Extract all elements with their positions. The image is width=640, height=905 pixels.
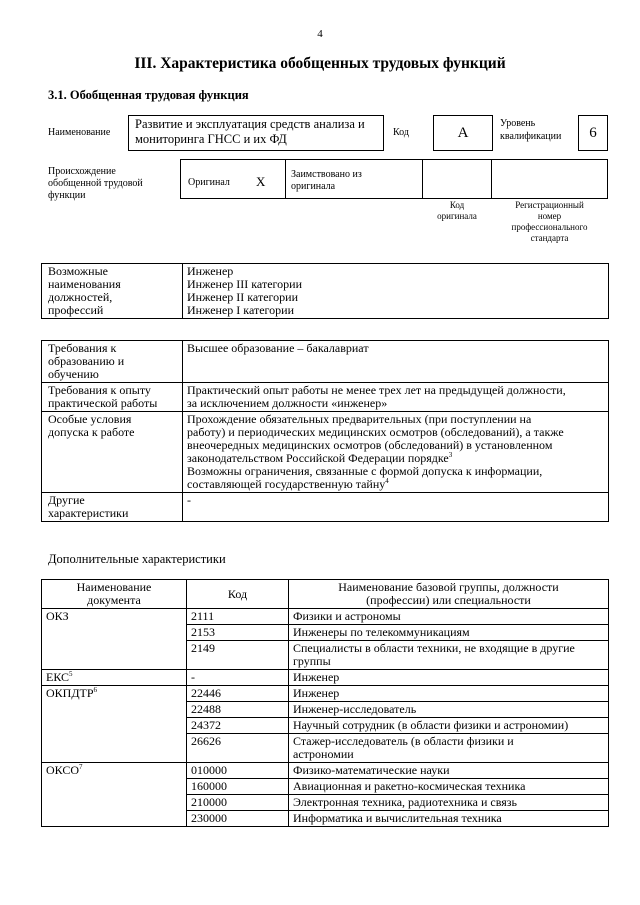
positions-label-2: наименования bbox=[48, 277, 121, 291]
experience-value-2: за исключением должности «инженер» bbox=[187, 396, 388, 410]
special-label-cell bbox=[42, 412, 183, 493]
footnote-ref: 7 bbox=[79, 763, 83, 771]
code-cell: 230000 bbox=[187, 811, 289, 827]
origin-row bbox=[180, 159, 608, 199]
origin-label-2: обобщенной трудовой bbox=[48, 178, 143, 189]
table-row bbox=[42, 341, 609, 383]
code-value-box bbox=[433, 115, 493, 151]
caption-reg-number-1: Регистрационный bbox=[515, 200, 584, 210]
code-cell: 2153 bbox=[187, 625, 289, 641]
name-cell: Специалисты в области техники, не входящие в другие группы bbox=[289, 641, 609, 670]
code-cell: 26626 bbox=[187, 734, 289, 763]
special-line-6-wrap bbox=[187, 478, 604, 491]
other-label-cell bbox=[42, 493, 183, 522]
subsection-title: 3.1. Обобщенная трудовая функция bbox=[48, 88, 249, 102]
name-cell: Физико-математические науки bbox=[289, 763, 609, 779]
special-label-2: допуска к работе bbox=[48, 425, 135, 439]
position-item: Инженер I категории bbox=[187, 303, 294, 317]
origin-label-1: Происхождение bbox=[48, 166, 116, 177]
name-value-box bbox=[128, 115, 384, 151]
experience-value-1: Практический опыт работы не менее трех лет на предыдущей должности, bbox=[187, 383, 566, 397]
table-header-row bbox=[42, 580, 609, 609]
education-value: Высшее образование – бакалавриат bbox=[183, 341, 609, 383]
other-label-2: характеристики bbox=[48, 506, 129, 520]
position-item: Инженер III категории bbox=[187, 277, 302, 291]
footnote-ref: 5 bbox=[69, 670, 73, 678]
experience-value-cell bbox=[183, 383, 609, 412]
page-number: 4 bbox=[317, 28, 323, 40]
name-cell: Информатика и вычислительная техника bbox=[289, 811, 609, 827]
caption-reg-number-3: профессионального bbox=[511, 222, 588, 232]
education-label-cell bbox=[42, 341, 183, 383]
table-row bbox=[42, 686, 609, 702]
positions-value-cell bbox=[183, 264, 609, 319]
table-row bbox=[42, 493, 609, 522]
header-name bbox=[289, 580, 609, 609]
footnote-ref: 4 bbox=[385, 477, 389, 485]
code-cell: 210000 bbox=[187, 795, 289, 811]
additional-table bbox=[41, 579, 609, 827]
positions-label-3: должностей, bbox=[48, 290, 113, 304]
table-row bbox=[42, 609, 609, 625]
code-cell: - bbox=[187, 670, 289, 686]
special-label-1: Особые условия bbox=[48, 412, 132, 426]
code-cell: 22488 bbox=[187, 702, 289, 718]
experience-label-2: практической работы bbox=[48, 396, 158, 410]
caption-code-original-2: оригинала bbox=[437, 211, 477, 221]
position-item: Инженер II категории bbox=[187, 290, 298, 304]
code-cell: 22446 bbox=[187, 686, 289, 702]
name-label: Наименование bbox=[48, 127, 111, 138]
special-line-6: составляющей государственную тайну bbox=[187, 477, 386, 491]
special-line-5: Возможны ограничения, связанные с формой допуска к информации, bbox=[187, 464, 543, 478]
positions-label-4: профессий bbox=[48, 303, 104, 317]
origin-label-3: функции bbox=[48, 190, 86, 201]
origin-divider-right bbox=[607, 159, 608, 199]
header-document bbox=[42, 580, 187, 609]
education-label-2: образованию и bbox=[48, 354, 125, 368]
code-cell: 2111 bbox=[187, 609, 289, 625]
other-label-1: Другие bbox=[48, 493, 85, 507]
origin-divider-1 bbox=[285, 159, 286, 199]
original-mark: X bbox=[256, 174, 266, 189]
name-cell: Электронная техника, радиотехника и связь bbox=[289, 795, 609, 811]
doc-cell: ОКПДТР$^6$ bbox=[42, 686, 187, 763]
table-row bbox=[42, 264, 609, 319]
name-cell: Стажер-исследователь (в области физики и астрономии bbox=[289, 734, 609, 763]
caption-reg-number-2: номер bbox=[537, 211, 562, 221]
special-line-2: работу) и периодических медицинских осмотров (обследований), а также bbox=[187, 425, 564, 439]
additional-heading: Дополнительные характеристики bbox=[48, 552, 226, 566]
header-code: Код bbox=[187, 580, 289, 609]
special-value-cell bbox=[183, 412, 609, 493]
section-title: III. Характеристика обобщенных трудовых функций bbox=[134, 55, 506, 72]
name-cell: Инженер bbox=[289, 686, 609, 702]
level-label-2: квалификации bbox=[500, 131, 562, 142]
code-cell: 24372 bbox=[187, 718, 289, 734]
special-line-1: Прохождение обязательных предварительных (при поступлении на bbox=[187, 412, 532, 426]
position-item: Инженер bbox=[187, 264, 234, 278]
caption-code-original-1: Код bbox=[449, 200, 465, 210]
code-label: Код bbox=[393, 127, 409, 138]
other-value: - bbox=[183, 493, 609, 522]
code-cell: 010000 bbox=[187, 763, 289, 779]
header-name-2: (профессии) или специальности bbox=[366, 593, 531, 607]
footnote-ref: 6 bbox=[93, 686, 98, 694]
name-value: Развитие и эксплуатация средств анализа и мониторинга ГНСС и их ФД bbox=[135, 117, 365, 146]
header-name-1: Наименование базовой группы, должности bbox=[338, 580, 559, 594]
header-document-2: документа bbox=[87, 593, 141, 607]
positions-label-1: Возможные bbox=[48, 264, 108, 278]
experience-label-1: Требования к опыту bbox=[48, 383, 151, 397]
doc-cell: ОКСО$^7$ bbox=[42, 763, 187, 827]
level-value-box bbox=[578, 115, 608, 151]
code-value: А bbox=[457, 125, 469, 141]
origin-divider-left bbox=[180, 159, 181, 199]
name-cell: Инженеры по телекоммуникациям bbox=[289, 625, 609, 641]
code-cell: 160000 bbox=[187, 779, 289, 795]
caption-reg-number-4: стандарта bbox=[530, 233, 569, 243]
positions-table bbox=[41, 263, 609, 319]
footnote-ref: 3 bbox=[448, 451, 453, 459]
borrowed-label-1: Заимствовано из bbox=[291, 169, 362, 180]
name-cell: Инженер-исследователь bbox=[289, 702, 609, 718]
origin-divider-2 bbox=[422, 159, 423, 199]
header-document-1: Наименование bbox=[76, 580, 152, 594]
table-row bbox=[42, 763, 609, 779]
experience-label-cell bbox=[42, 383, 183, 412]
doc-cell: ЕКС$^5$ bbox=[42, 670, 187, 686]
original-label: Оригинал bbox=[188, 177, 230, 188]
name-cell: Физики и астрономы bbox=[289, 609, 609, 625]
education-label-1: Требования к bbox=[48, 341, 117, 355]
name-cell: Авиационная и ракетно-космическая техника bbox=[289, 779, 609, 795]
code-cell: 2149 bbox=[187, 641, 289, 670]
special-line-4: законодательством Российской Федерации порядке bbox=[187, 451, 449, 465]
education-label-3: обучению bbox=[48, 367, 99, 381]
name-cell: Инженер bbox=[289, 670, 609, 686]
requirements-table bbox=[41, 340, 609, 522]
borrowed-label-2: оригинала bbox=[291, 181, 336, 192]
positions-label-cell bbox=[42, 264, 183, 319]
table-row bbox=[42, 383, 609, 412]
table-row bbox=[42, 412, 609, 493]
origin-divider-3 bbox=[491, 159, 492, 199]
name-cell: Научный сотрудник (в области физики и астрономии) bbox=[289, 718, 609, 734]
doc-cell: ОКЗ bbox=[42, 609, 187, 670]
level-label-1: Уровень bbox=[500, 118, 536, 129]
special-line-3: внеочередных медицинских осмотров (обследований) в установленном bbox=[187, 438, 553, 452]
level-value: 6 bbox=[589, 125, 597, 141]
table-row bbox=[42, 670, 609, 686]
